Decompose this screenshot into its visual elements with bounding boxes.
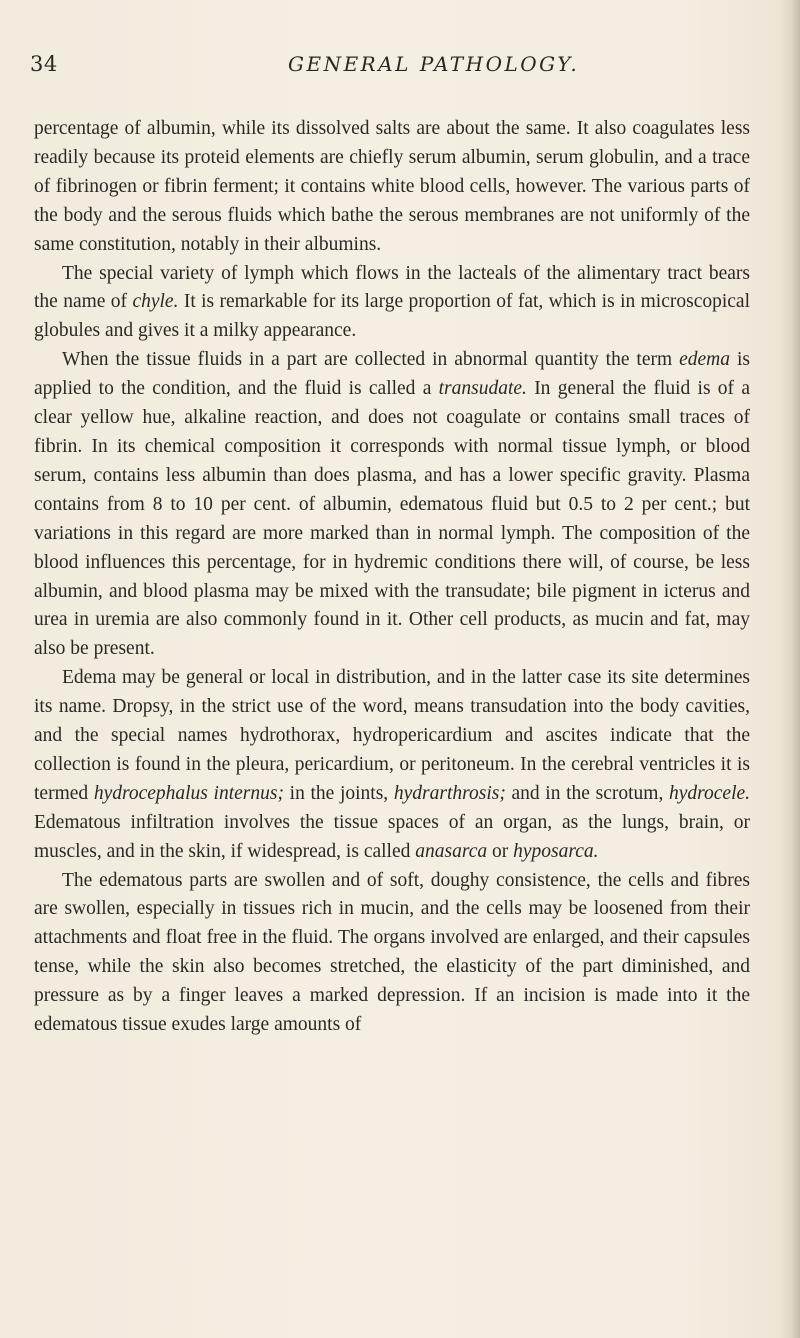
text-run: Edema may be general or local in distribution, and in the latter case its site determines its name. Dropsy, in the strict use of the word, means transudation into the body cavities, and the special names hydrothorax, hydropericardium and ascites indicate that the collection is found in the pleura, pericardium, or peritoneum. In the cerebral ventricles it is termed (34, 667, 750, 804)
paragraph (34, 867, 750, 1040)
italic-term: hydrocele. (669, 782, 751, 804)
text-run: Edematous infiltration involves the tissue spaces of an organ, as the lungs, brain, or muscles, and in the skin, if widespread, is called (34, 811, 750, 862)
italic-term: hyposarca. (513, 840, 599, 862)
text-run: The special variety of lymph which flows in the lacteals of the alimentary tract bears the name of (34, 262, 750, 313)
text-run: The edematous parts are swollen and of soft, doughy consistence, the cells and fibres are swollen, especially in tissues rich in mucin, and the cells may be loosened from their attachments and float free in the fluid. The organs involved are enlarged, and their capsules tense, while the skin also becomes stretched, the elasticity of the part diminished, and pressure as by a finger leaves a marked depression. If an incision is made into it the edematous tissue exudes large amounts of (34, 869, 750, 1036)
text-run: When the tissue fluids in a part are collected in abnormal quantity the term (62, 349, 680, 371)
page-number: 34 (30, 52, 58, 76)
paragraph (34, 346, 750, 664)
running-head: GENERAL PATHOLOGY. (288, 52, 580, 76)
italic-term: anasarca (415, 840, 488, 862)
body-text (34, 115, 750, 1040)
text-run: and in the scrotum, (505, 782, 669, 804)
paragraph (34, 260, 750, 347)
text-run: In general the fluid is of a clear yellow hue, alkaline reaction, and does not coagulate or contains small traces of fibrin. In its chemical composition it corresponds with normal tissue lymph, or blood serum, contains less albumin than does plasma, and has a lower specific gravity. Plasma contains from 8 to 10 per cent. of albumin, edematous fluid but 0.5 to 2 per cent.; but variations in this regard are more marked than in normal lymph. The composition of the blood influences this percentage, for in hydremic conditions there will, of course, be less albumin, and blood plasma may be mixed with the transudate; bile pigment in icterus and urea in uremia are also commonly found in it. Other cell products, as mucin and fat, may also be present. (34, 378, 750, 660)
paragraph (34, 664, 750, 866)
text-run: in the joints, (283, 782, 394, 804)
italic-term: hydrocephalus internus; (93, 782, 284, 804)
text-run: is applied to the condition, and the fluid is called a (34, 349, 750, 400)
italic-term: hydrarthrosis; (393, 782, 506, 804)
paragraph (34, 115, 750, 260)
text-run: It is remarkable for its large proportion of fat, which is in microscopical globules and gives it a milky appearance. (34, 291, 750, 342)
text-run: or (487, 840, 514, 862)
italic-term: edema (679, 349, 731, 371)
italic-term: transudate. (438, 378, 527, 400)
page-edge-shadow (778, 0, 800, 1338)
page-header (30, 52, 750, 92)
text-run: percentage of albumin, while its dissolved salts are about the same. It also coagulates less readily because its proteid elements are chiefly serum albumin, serum globulin, and a trace of fibrinogen or fibrin ferment; it contains white blood cells, however. The various parts of the body and the serous fluids which bathe the serous membranes are not uniformly of the same constitution, notably in their albumins. (34, 118, 750, 255)
italic-term: chyle. (132, 291, 179, 313)
